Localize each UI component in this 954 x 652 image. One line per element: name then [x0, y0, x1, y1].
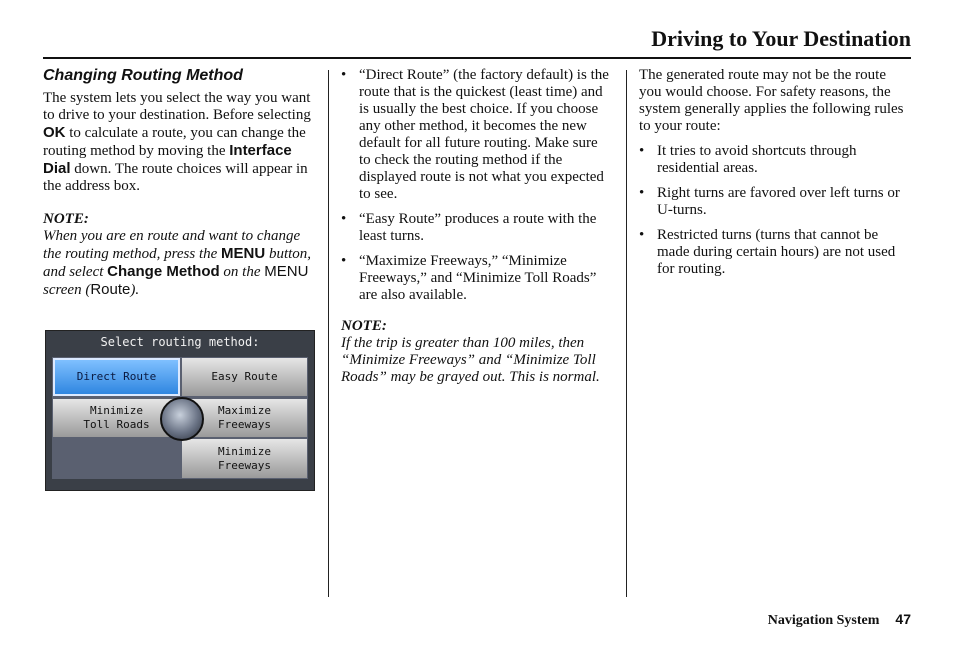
- route-term: Route: [90, 281, 131, 298]
- ok-term: OK: [43, 124, 66, 141]
- text-run: button, and select: [43, 246, 312, 280]
- list-item-text: “Direct Route” (the factory default) is the route that is the quickest (least time) and is usually the best choice. If you choose any other method, it becomes the new default for all future routing. Make sure to check the routing method if the displayed route is not what you expected to see.: [359, 67, 609, 202]
- bullet-icon: •: [639, 143, 645, 159]
- list-item-text: Restricted turns (turns that cannot be made during certain hours) are not used for routing.: [657, 227, 896, 277]
- list-item: [341, 67, 613, 203]
- text-run: When you are en route and want to change the routing method, press the: [43, 228, 301, 262]
- list-item: [341, 253, 613, 304]
- interface-dial-term: Interface Dial: [43, 142, 292, 177]
- button-label: Direct Route: [76, 370, 157, 383]
- button-label: Easy Route: [211, 370, 278, 383]
- page-number: 47: [895, 611, 911, 627]
- button-label-line: Toll Roads: [83, 418, 150, 431]
- header-rule: [43, 57, 911, 59]
- text-run: to calculate a route, you can change the routing method by moving the: [43, 125, 306, 159]
- note-label: NOTE:: [43, 211, 89, 227]
- menu-term: MENU: [221, 245, 266, 262]
- list-item-text: “Maximize Freeways,” “Minimize Freeways,” and “Minimize Toll Roads” are also available.: [359, 253, 597, 303]
- list-item-text: “Easy Route” produces a route with the least turns.: [359, 211, 597, 244]
- text-run: down. The route choices will appear in the address box.: [43, 161, 308, 194]
- note-label: NOTE:: [341, 318, 387, 334]
- button-label-line: Freeways: [218, 458, 271, 472]
- footer-label: Navigation System: [767, 613, 880, 628]
- route-options-list: [341, 67, 613, 304]
- list-item: [341, 211, 613, 245]
- list-item: [639, 227, 911, 278]
- column-divider-1: [328, 70, 329, 597]
- column-1: [43, 67, 317, 299]
- list-item-text: It tries to avoid shortcuts through residential areas.: [657, 143, 857, 176]
- note-paragraph: [43, 228, 317, 299]
- list-item: [639, 185, 911, 219]
- note-paragraph: If the trip is greater than 100 miles, then “Minimize Freeways” and “Minimize Toll Roads” may be grayed out. This is normal.: [341, 335, 600, 385]
- text-run: on the: [219, 264, 265, 280]
- bullet-icon: •: [639, 185, 645, 201]
- text-run: ).: [130, 282, 140, 298]
- bullet-icon: •: [341, 253, 347, 269]
- list-item: [639, 143, 911, 177]
- page-footer: [768, 611, 911, 629]
- change-method-term: Change Method: [107, 263, 220, 280]
- button-label-line: Minimize: [90, 404, 143, 417]
- bullet-icon: •: [639, 227, 645, 243]
- button-label-line: Maximize: [218, 404, 271, 417]
- screen-button-panel: [52, 357, 308, 479]
- menu-screen-term: MENU: [264, 263, 309, 280]
- bullet-icon: •: [341, 67, 347, 83]
- column-3: [639, 67, 911, 286]
- text-run: screen (: [43, 282, 91, 298]
- column-divider-2: [626, 70, 627, 597]
- screen-title: Select routing method:: [100, 335, 260, 349]
- button-label-line: Minimize: [218, 444, 271, 458]
- button-label-line: Freeways: [218, 418, 271, 431]
- bullet-icon: •: [341, 211, 347, 227]
- minimize-freeways-button[interactable]: [182, 439, 307, 478]
- routing-method-screen: [45, 330, 315, 491]
- easy-route-button[interactable]: [182, 358, 307, 396]
- interface-dial-icon[interactable]: [160, 397, 204, 441]
- section-title: Changing Routing Method: [43, 67, 243, 84]
- intro-paragraph: [43, 90, 317, 195]
- direct-route-button[interactable]: [53, 358, 180, 396]
- rules-intro: The generated route may not be the route you would choose. For safety reasons, the system generally applies the following rules to your route:: [639, 67, 904, 134]
- column-2: [341, 67, 613, 386]
- text-run: The system lets you select the way you want to drive to your destination. Before selecting: [43, 90, 311, 123]
- page-title: Driving to Your Destination: [651, 26, 911, 51]
- list-item-text: Right turns are favored over left turns or U-turns.: [657, 185, 900, 218]
- route-rules-list: [639, 143, 911, 278]
